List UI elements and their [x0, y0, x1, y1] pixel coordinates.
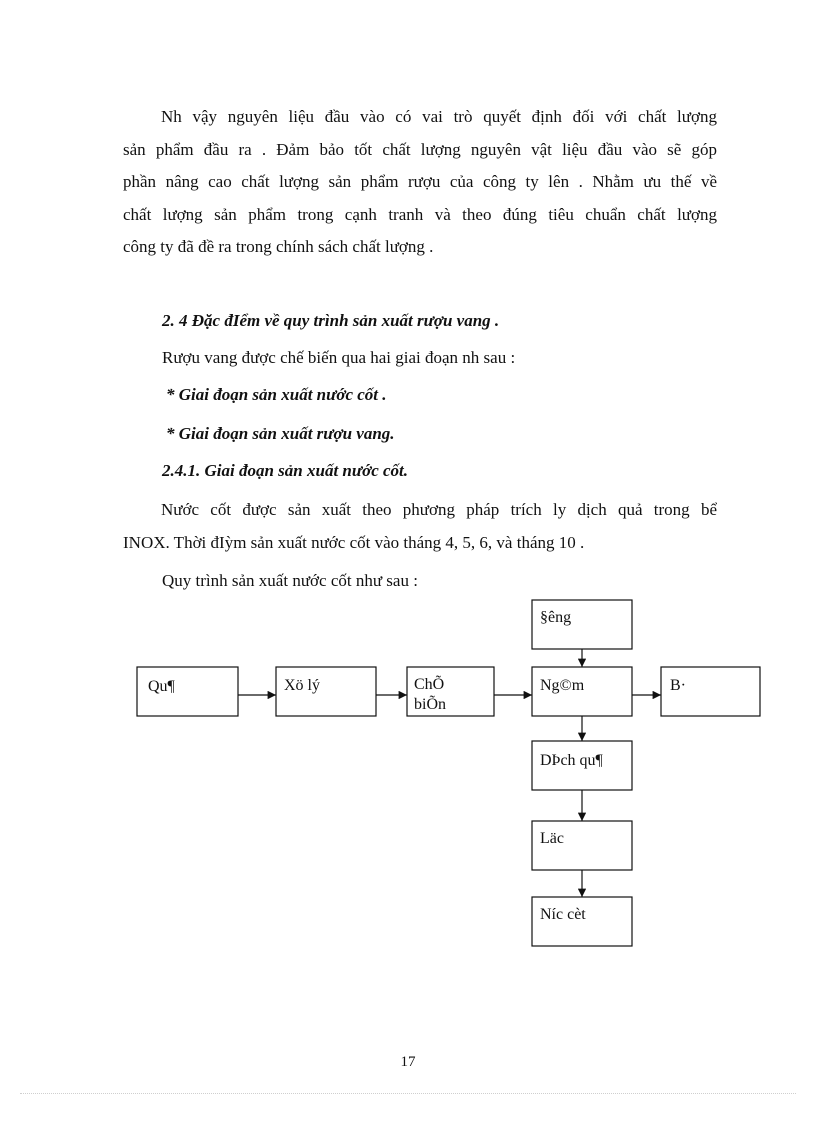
flow-box-label: Níc cèt [540, 906, 586, 923]
flow-box-label: B· [670, 677, 686, 694]
intro-line: công ty đã đề ra trong chính sách chất lượng . [123, 237, 434, 256]
flow-box-nuoc-cot [532, 897, 632, 946]
flow-box-label: Xö lý [284, 677, 320, 694]
flow-box-label-line2: biÕn [414, 696, 446, 713]
intro-line: phần nâng cao chất lượng sản phẩm rượu của công ty lên . Nhằm ưu thế về [123, 172, 717, 191]
flow-box-ngam [532, 667, 632, 716]
flow-box-label: Läc [540, 830, 564, 847]
flow-box-xu-ly [276, 667, 376, 716]
process-intro: Quy trình sản xuất nước cốt như sau : [162, 571, 418, 590]
flow-box-dich-qua [532, 741, 632, 790]
footer-divider [20, 1093, 796, 1094]
flow-box-label: DÞch qu¶ [540, 752, 603, 769]
intro-line: chất lượng sản phẩm trong cạnh tranh và theo đúng tiêu chuẩn chất lượng [123, 204, 717, 224]
stage-item: * Giai đoạn sản xuất nước cốt . [166, 385, 387, 404]
subsection-heading: 2.4.1. Giai đoạn sản xuất nước cốt. [162, 461, 409, 480]
flow-box-duong [532, 600, 632, 649]
flow-box-che-bien [407, 667, 494, 716]
flow-box-label: Ng©m [540, 677, 585, 694]
flow-box-ba [661, 667, 760, 716]
method-line: Nước cốt được sản xuất theo phương pháp trích ly dịch quả trong bể [161, 500, 717, 519]
flow-box-label-line1: ChÕ [414, 676, 445, 693]
intro-line: Nh vậy nguyên liệu đầu vào có vai trò quyết định đối với chất lượng [161, 107, 717, 126]
page-number: 17 [400, 1054, 416, 1070]
section-heading: 2. 4 Đặc đIểm về quy trình sản xuất rượu vang . [162, 311, 500, 330]
section-intro: Rượu vang được chế biến qua hai giai đoạn nh sau : [162, 348, 516, 367]
flow-box-label: §êng [540, 609, 572, 626]
flow-box-label: Qu¶ [148, 678, 175, 695]
flow-box-qua [137, 667, 238, 716]
flow-box-loc [532, 821, 632, 870]
stage-item: * Giai đoạn sản xuất rượu vang. [166, 424, 395, 443]
method-line: INOX. Thời đIỳm sản xuất nước cốt vào tháng 4, 5, 6, và tháng 10 . [123, 532, 585, 552]
intro-line: sản phẩm đầu ra . Đảm bảo tốt chất lượng nguyên vật liệu đầu vào sẽ góp [123, 139, 717, 159]
